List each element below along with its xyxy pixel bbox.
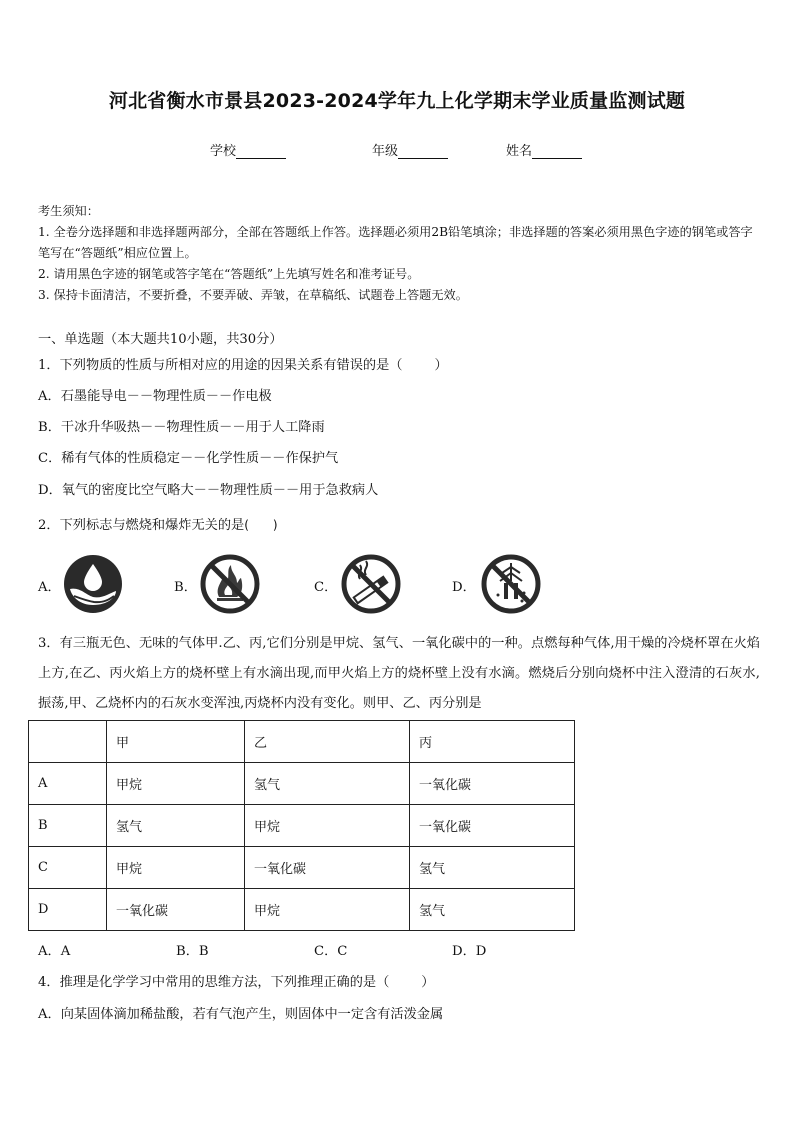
table-cell: C bbox=[29, 847, 107, 889]
water-drop-icon[interactable] bbox=[60, 551, 126, 617]
notice-item-1: 1. 全卷分选择题和非选择题两部分，全部在答题纸上作答。选择题必须用2B铅笔填涂；非选择题的答案必须用黑色字迹的钢笔或答字笔写在“答题纸”相应位置上。 bbox=[38, 225, 753, 260]
table-cell bbox=[29, 721, 107, 763]
section-heading: 一、单选题（本大题共10小题，共30分） bbox=[38, 332, 283, 347]
page-title: 河北省衡水市景县2023-2024学年九上化学期末学业质量监测试题 bbox=[108, 90, 686, 112]
notice-item-3: 3. 保持卡面清洁，不要折叠，不要弄破、弄皱，在草稿纸、试题卷上答题无效。 bbox=[38, 288, 468, 302]
notice-heading: 考生须知： bbox=[38, 204, 99, 218]
school-blank[interactable] bbox=[236, 144, 286, 159]
table-cell: 丙 bbox=[410, 721, 575, 763]
q1-option-d[interactable]: D．氧气的密度比空气略大－－物理性质－－用于急救病人 bbox=[38, 483, 379, 498]
q3-option-b[interactable]: B．B bbox=[176, 944, 209, 959]
grade-blank[interactable] bbox=[398, 144, 448, 159]
name-blank[interactable] bbox=[532, 144, 582, 159]
table-cell: 氢气 bbox=[107, 805, 245, 847]
q2-label-d[interactable]: D． bbox=[452, 580, 476, 595]
table-cell: A bbox=[29, 763, 107, 805]
q1-option-c[interactable]: C．稀有气体的性质稳定－－化学性质－－作保护气 bbox=[38, 451, 339, 466]
grade-field[interactable]: 年级 bbox=[372, 140, 448, 159]
q3-answer-table bbox=[28, 720, 575, 931]
table-cell: 甲烷 bbox=[107, 763, 245, 805]
table-cell: D bbox=[29, 889, 107, 931]
q4-option-a[interactable]: A．向某固体滴加稀盐酸，若有气泡产生，则固体中一定含有活泼金属 bbox=[38, 1007, 444, 1022]
no-fireworks-icon[interactable] bbox=[478, 551, 544, 617]
q1-option-a[interactable]: A．石墨能导电－－物理性质－－作电极 bbox=[38, 389, 272, 404]
q4-stem: 4．推理是化学学习中常用的思维方法，下列推理正确的是（ ） bbox=[38, 975, 435, 990]
q3-option-a[interactable]: A．A bbox=[38, 944, 71, 959]
q2-label-c[interactable]: C． bbox=[314, 580, 338, 595]
table-cell: B bbox=[29, 805, 107, 847]
table-cell: 甲烷 bbox=[107, 847, 245, 889]
school-field[interactable]: 学校 bbox=[210, 140, 286, 159]
table-cell: 甲烷 bbox=[245, 889, 410, 931]
no-smoking-icon[interactable] bbox=[338, 551, 404, 617]
name-field[interactable]: 姓名 bbox=[506, 140, 582, 159]
table-row bbox=[29, 805, 575, 847]
q3-option-d[interactable]: D．D bbox=[452, 944, 487, 959]
table-cell: 乙 bbox=[245, 721, 410, 763]
table-row bbox=[29, 889, 575, 931]
table-cell: 一氧化碳 bbox=[410, 763, 575, 805]
q1-stem: 1．下列物质的性质与所相对应的用途的因果关系有错误的是（ ） bbox=[38, 358, 448, 373]
table-cell: 氢气 bbox=[245, 763, 410, 805]
q1-option-b[interactable]: B．干冰升华吸热－－物理性质－－用于人工降雨 bbox=[38, 420, 325, 435]
table-row bbox=[29, 847, 575, 889]
table-cell: 一氧化碳 bbox=[107, 889, 245, 931]
q3-option-c[interactable]: C．C bbox=[314, 944, 348, 959]
q2-label-a[interactable]: A． bbox=[38, 580, 61, 595]
table-cell: 一氧化碳 bbox=[410, 805, 575, 847]
q2-stem: 2．下列标志与燃烧和爆炸无关的是( ) bbox=[38, 518, 278, 533]
q3-stem: 3．有三瓶无色、无味的气体甲.乙、丙,它们分别是甲烷、氢气、一氧化碳中的一种。点燃每种气体,用干燥的冷烧杯罩在火焰上方,在乙、丙火焰上方的烧杯壁上有水滴出现,而甲火焰上方的烧杯壁上没有水滴。燃烧后分别向烧杯中注入澄清的石灰水,振荡,甲、乙烧杯内的石灰水变浑浊,丙烧杯内没有变化。则甲、乙、丙分别是 bbox=[38, 636, 760, 711]
no-fire-icon[interactable] bbox=[197, 551, 263, 617]
notice-item-2: 2. 请用黑色字迹的钢笔或答字笔在“答题纸”上先填写姓名和准考证号。 bbox=[38, 267, 420, 281]
table-cell: 一氧化碳 bbox=[245, 847, 410, 889]
table-cell: 甲烷 bbox=[245, 805, 410, 847]
table-cell: 氢气 bbox=[410, 889, 575, 931]
q2-label-b[interactable]: B． bbox=[174, 580, 197, 595]
table-row bbox=[29, 763, 575, 805]
table-cell: 甲 bbox=[107, 721, 245, 763]
table-cell: 氢气 bbox=[410, 847, 575, 889]
table-header-row bbox=[29, 721, 575, 763]
